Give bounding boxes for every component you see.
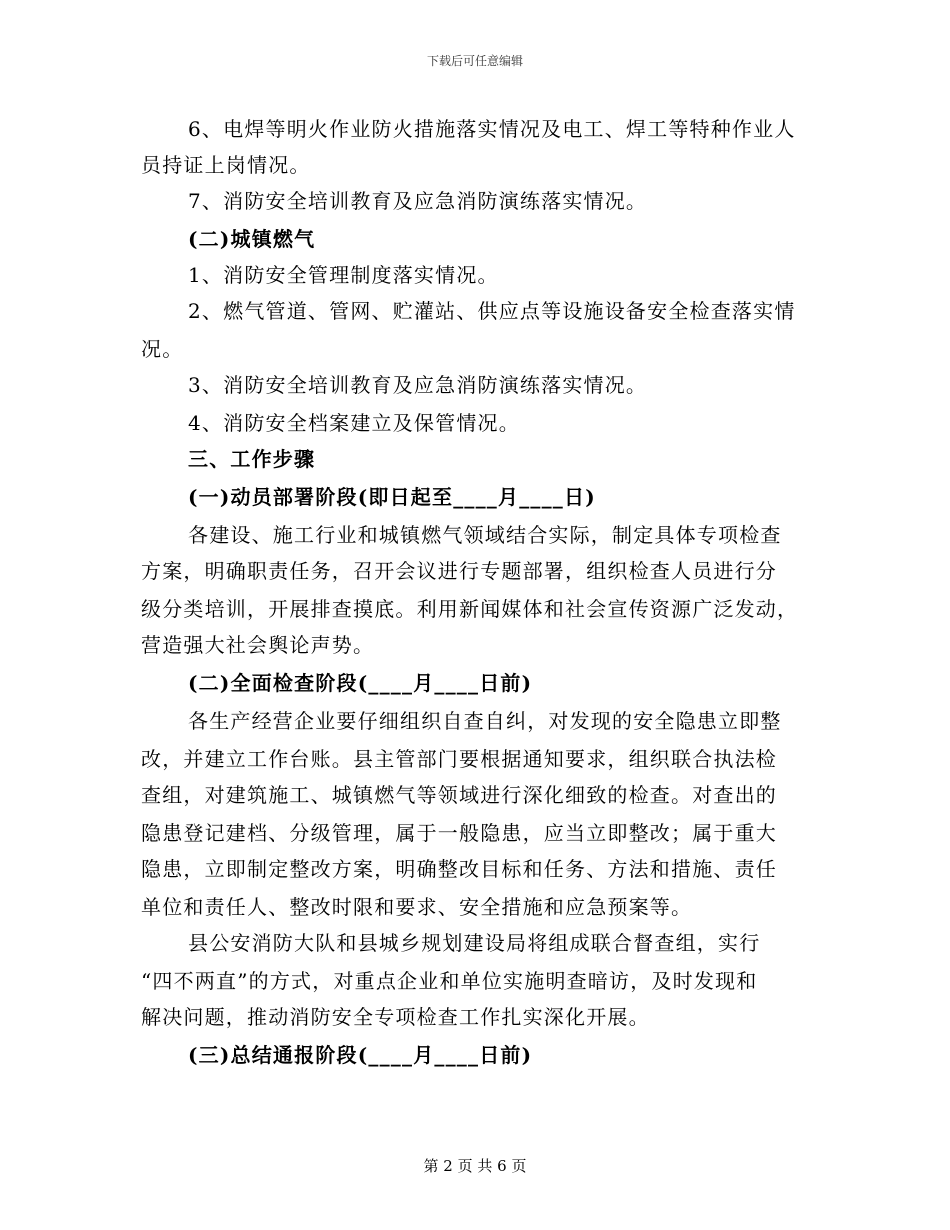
section-heading: 三、工作步骤 [188,447,316,471]
paragraph-line: 方案，明确职责任务，召开会议进行专题部署，组织检查人员进行分 [141,559,777,583]
paragraph-line: 3、消防安全培训教育及应急消防演练落实情况。 [188,373,648,397]
section-heading: (三)总结通报阶段(____月____日前) [188,1043,533,1067]
paragraph-line: 各生产经营企业要仔细组织自查自纠，对发现的安全隐患立即整 [188,709,782,733]
paragraph-line: 4、消防安全档案建立及保管情况。 [188,411,520,435]
paragraph-line: 1、消防安全管理制度落实情况。 [188,263,499,287]
page-header: 下载后可任意编辑 [426,54,523,68]
paragraph-line: 查组，对建筑施工、城镇燃气等领域进行深化细致的检查。对查出的 [141,783,777,807]
paragraph-line: “四不两直”的方式，对重点企业和单位实施明查暗访，及时发现和 [141,969,758,993]
paragraph-line: 改，并建立工作台账。县主管部门要根据通知要求，组织联合执法检 [141,747,777,771]
paragraph-line: 各建设、施工行业和城镇燃气领域结合实际，制定具体专项检查 [188,523,782,547]
paragraph-line: 2、燃气管道、管网、贮灌站、供应点等设施设备安全检查落实情 [188,299,796,323]
paragraph-line: 隐患登记建档、分级管理，属于一般隐患，应当立即整改；属于重大 [141,821,777,845]
page-footer: 第 2 页 共 6 页 [423,1157,527,1175]
section-heading: (二)城镇燃气 [188,227,316,251]
section-heading: (二)全面检查阶段(____月____日前) [188,671,533,695]
paragraph-line: 营造强大社会舆论声势。 [141,633,375,657]
paragraph-line: 解决问题，推动消防安全专项检查工作扎实深化开展。 [141,1005,650,1029]
paragraph-line: 县公安消防大队和县城乡规划建设局将组成联合督查组，实行 [188,931,761,955]
paragraph-line: 6、电焊等明火作业防火措施落实情况及电工、焊工等特种作业人 [188,117,796,141]
section-heading: (一)动员部署阶段(即日起至____月____日) [188,485,596,509]
paragraph-line: 7、消防安全培训教育及应急消防演练落实情况。 [188,189,648,213]
paragraph-line: 隐患，立即制定整改方案，明确整改目标和任务、方法和措施、责任 [141,857,777,881]
paragraph-line: 单位和责任人、整改时限和要求、安全措施和应急预案等。 [141,895,693,919]
paragraph-line: 级分类培训，开展排查摸底。利用新闻媒体和社会宣传资源广泛发动， [141,597,799,621]
paragraph-line: 况。 [141,337,184,361]
paragraph-line: 员持证上岗情况。 [141,153,311,177]
